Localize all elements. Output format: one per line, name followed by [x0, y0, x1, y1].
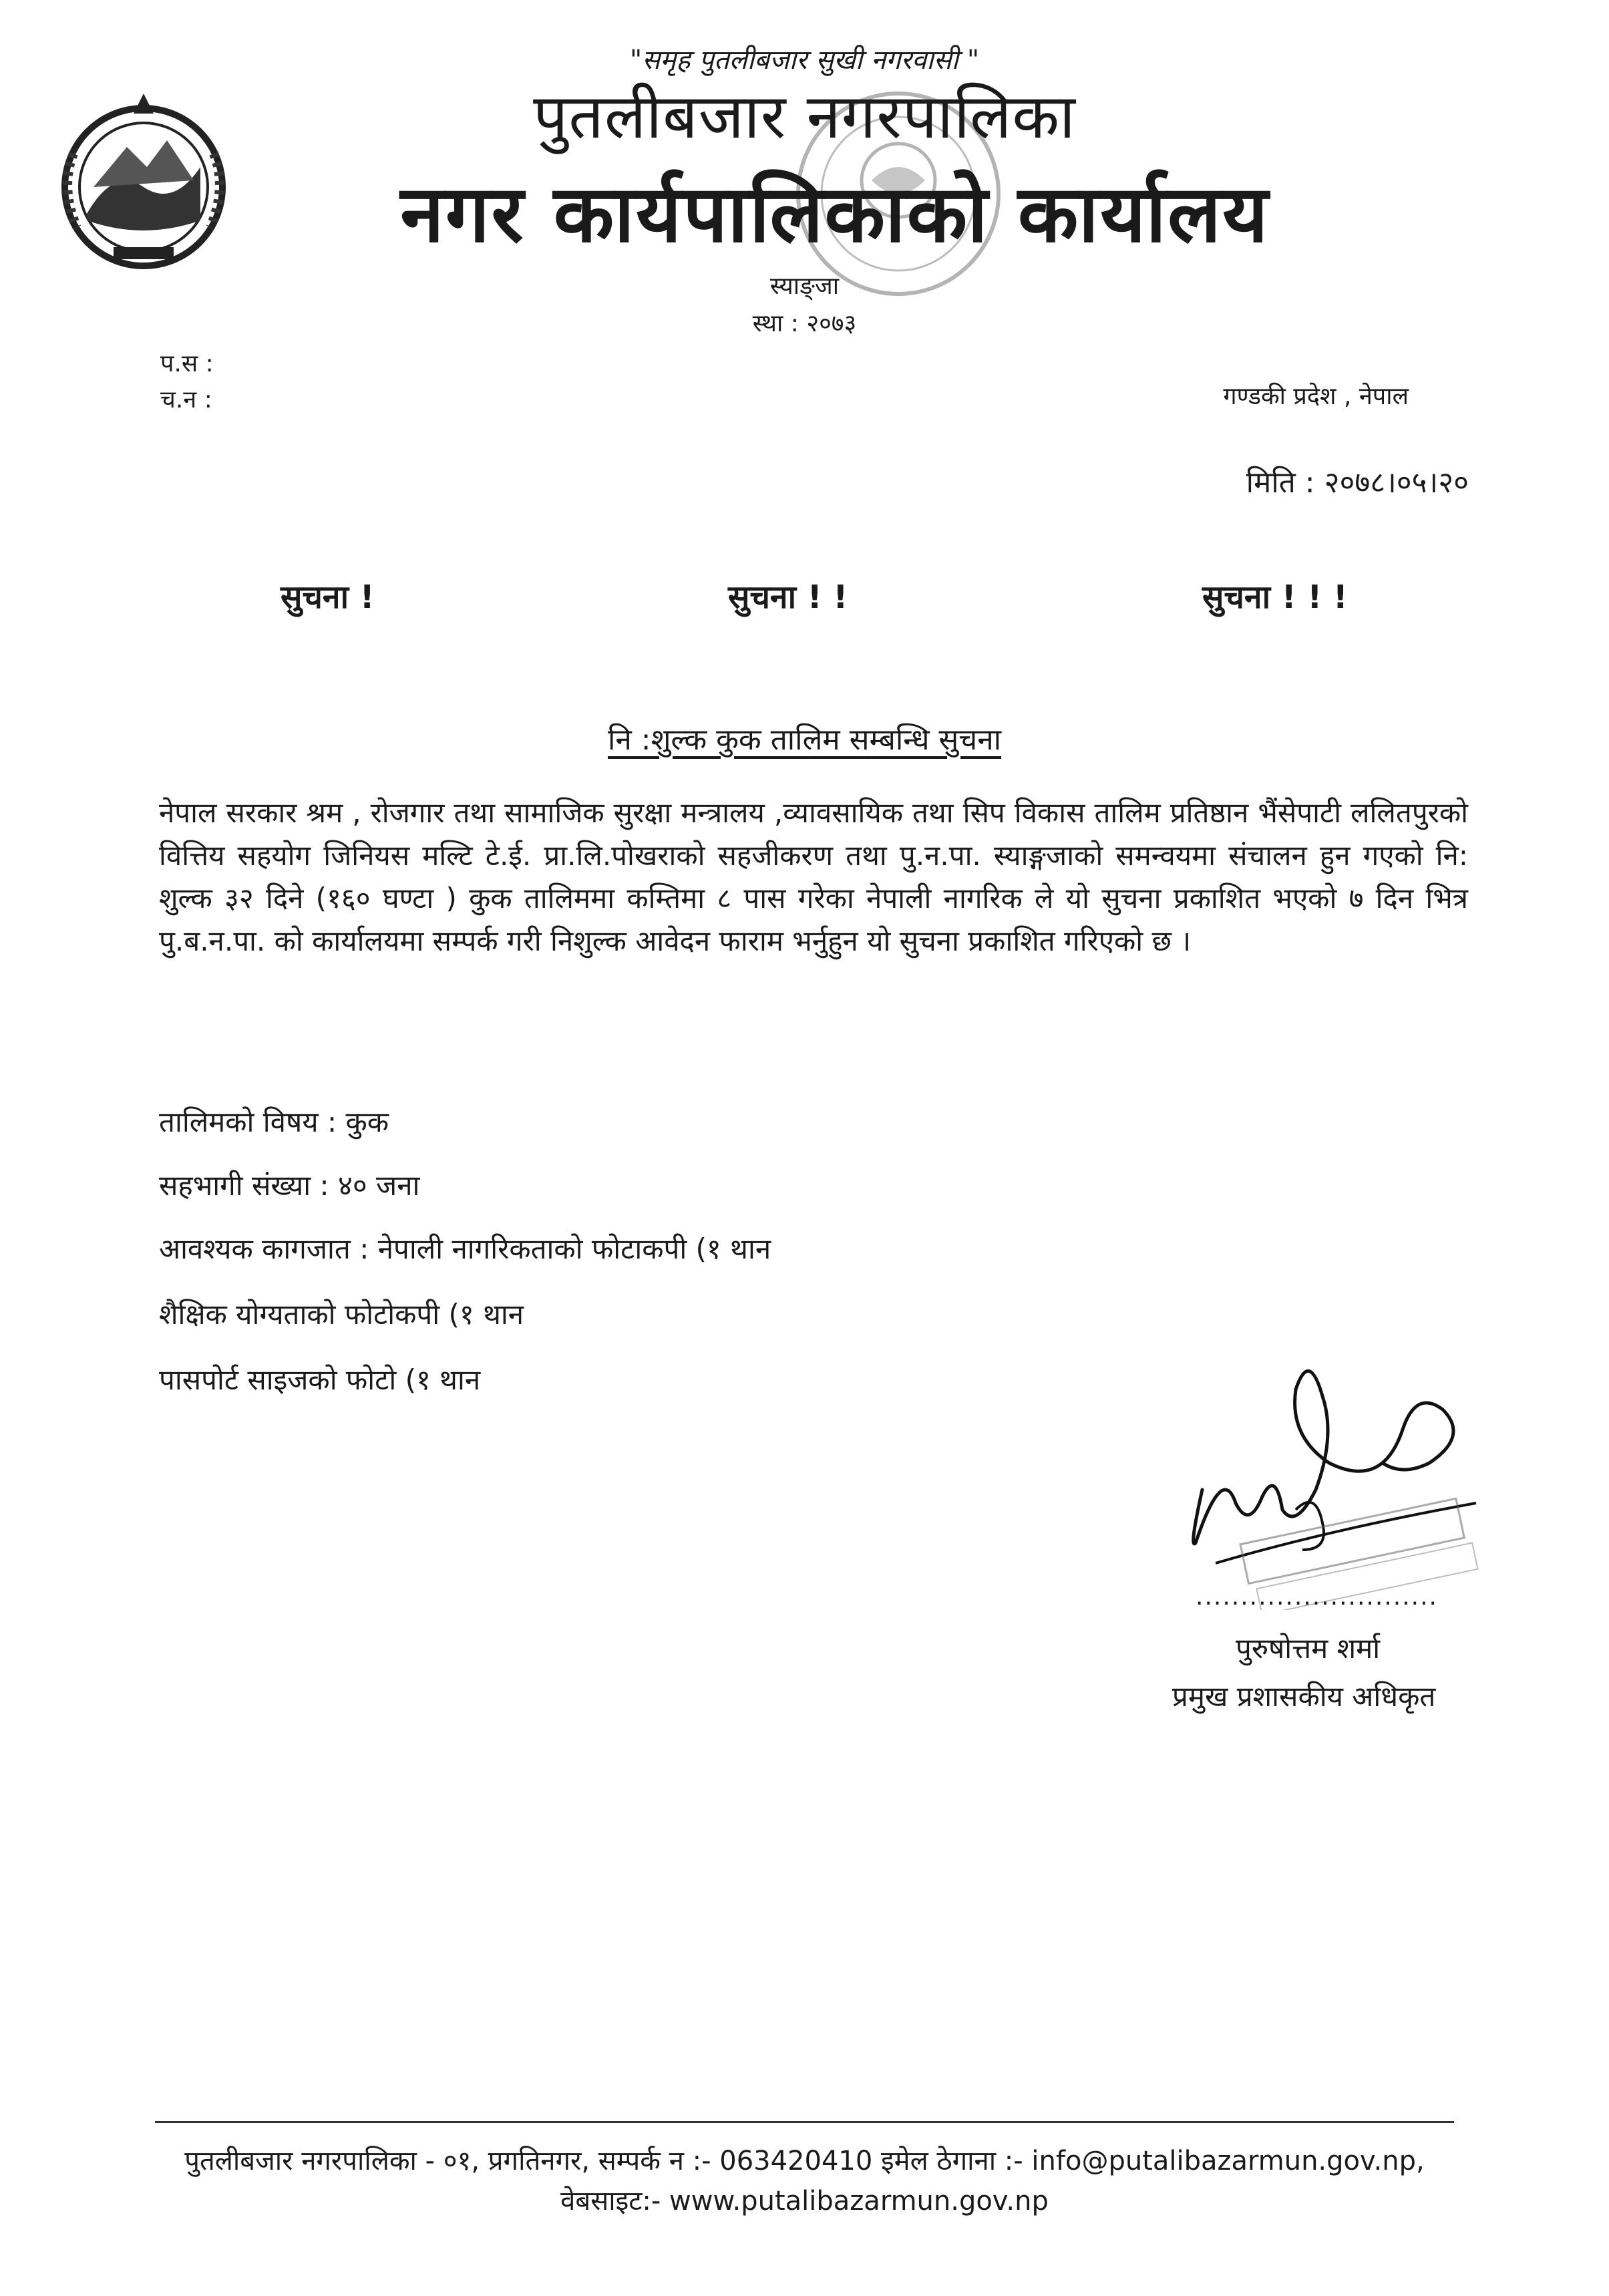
- motto: "समृह पुतलीबजार सुखी नगरवासी ": [629, 45, 980, 75]
- subject-heading: [0, 718, 1609, 758]
- signature-icon: [1162, 1329, 1496, 1610]
- office-name: नगर कार्यपालिकाको कार्यालय: [400, 168, 1270, 260]
- footer-contact: पुतलीबजार नगरपालिका - ०१, प्रगतिनगर, सम्पर्क न :- 063420410 इमेल ठेगाना :- info@putalibazarmun.gov.np,: [184, 2146, 1425, 2176]
- notice-heading: सुचना !: [281, 579, 375, 616]
- date: मिति : २०७८।०५।२०: [1246, 466, 1469, 500]
- municipality-name: पुतलीबजार नगरपालिका: [533, 81, 1076, 152]
- notice-heading: सुचना ! ! !: [1202, 579, 1348, 616]
- reference-number-label: प.स :: [160, 350, 214, 377]
- body-paragraph: नेपाल सरकार श्रम , रोजगार तथा सामाजिक सुरक्षा मन्त्रालय ,व्यावसायिक तथा सिप विकास तालिम प्रतिष्ठान भैंसेपाटी ललितपुरको वित्तिय सहयोग जिनियस मल्टि टे.ई. प्रा.लि.पोखराको सहजीकरण तथा पु.न.पा. स्याङ्गजाको समन्वयमा संचालन हुन गएको नि: शुल्क ३२ दिने (१६० घण्टा ) कुक तालिममा कम्तिमा ८ पास गरेका नेपाली नागरिक ले यो सुचना प्रकाशित भएको ७ दिन भित्र पु.ब.न.पा. को कार्यालयमा सम्पर्क गरी निशुल्क आवेदन फाराम भर्नुहुन यो सुचना प्रकाशित गरिएको छ ।: [159, 796, 1468, 957]
- detail-line: सहभागी संख्या : ४० जना: [159, 1169, 420, 1202]
- detail-line: शैक्षिक योग्यताको फोटोकपी (१ थान: [159, 1298, 524, 1331]
- notice-heading: सुचना ! !: [728, 579, 848, 616]
- footer-website: वेबसाइट:- www.putalibazarmun.gov.np: [560, 2186, 1049, 2217]
- subject-text: नि :शुल्क कुक तालिम सम्बन्धि सुचना: [607, 723, 1002, 757]
- province: गण्डकी प्रदेश , नेपाल: [1223, 383, 1409, 410]
- signer-name: पुरुषोत्तम शर्मा: [1236, 1632, 1381, 1665]
- detail-line: आवश्यक कागजात : नेपाली नागरिकताको फोटाकपी (१ थान: [159, 1233, 771, 1265]
- signer-title: प्रमुख प्रशासकीय अधिकृत: [1172, 1680, 1436, 1713]
- signature-line: ...........................: [1196, 1583, 1438, 1611]
- district: स्याङ्जा: [769, 273, 840, 300]
- established-year: स्था : २०७३: [752, 310, 857, 337]
- footer-divider: [155, 2121, 1454, 2123]
- detail-line: पासपोर्ट साइजको फोटो (१ थान: [159, 1363, 481, 1396]
- detail-line: तालिमको विषय : कुक: [159, 1106, 389, 1138]
- dispatch-number-label: च.न :: [160, 386, 212, 414]
